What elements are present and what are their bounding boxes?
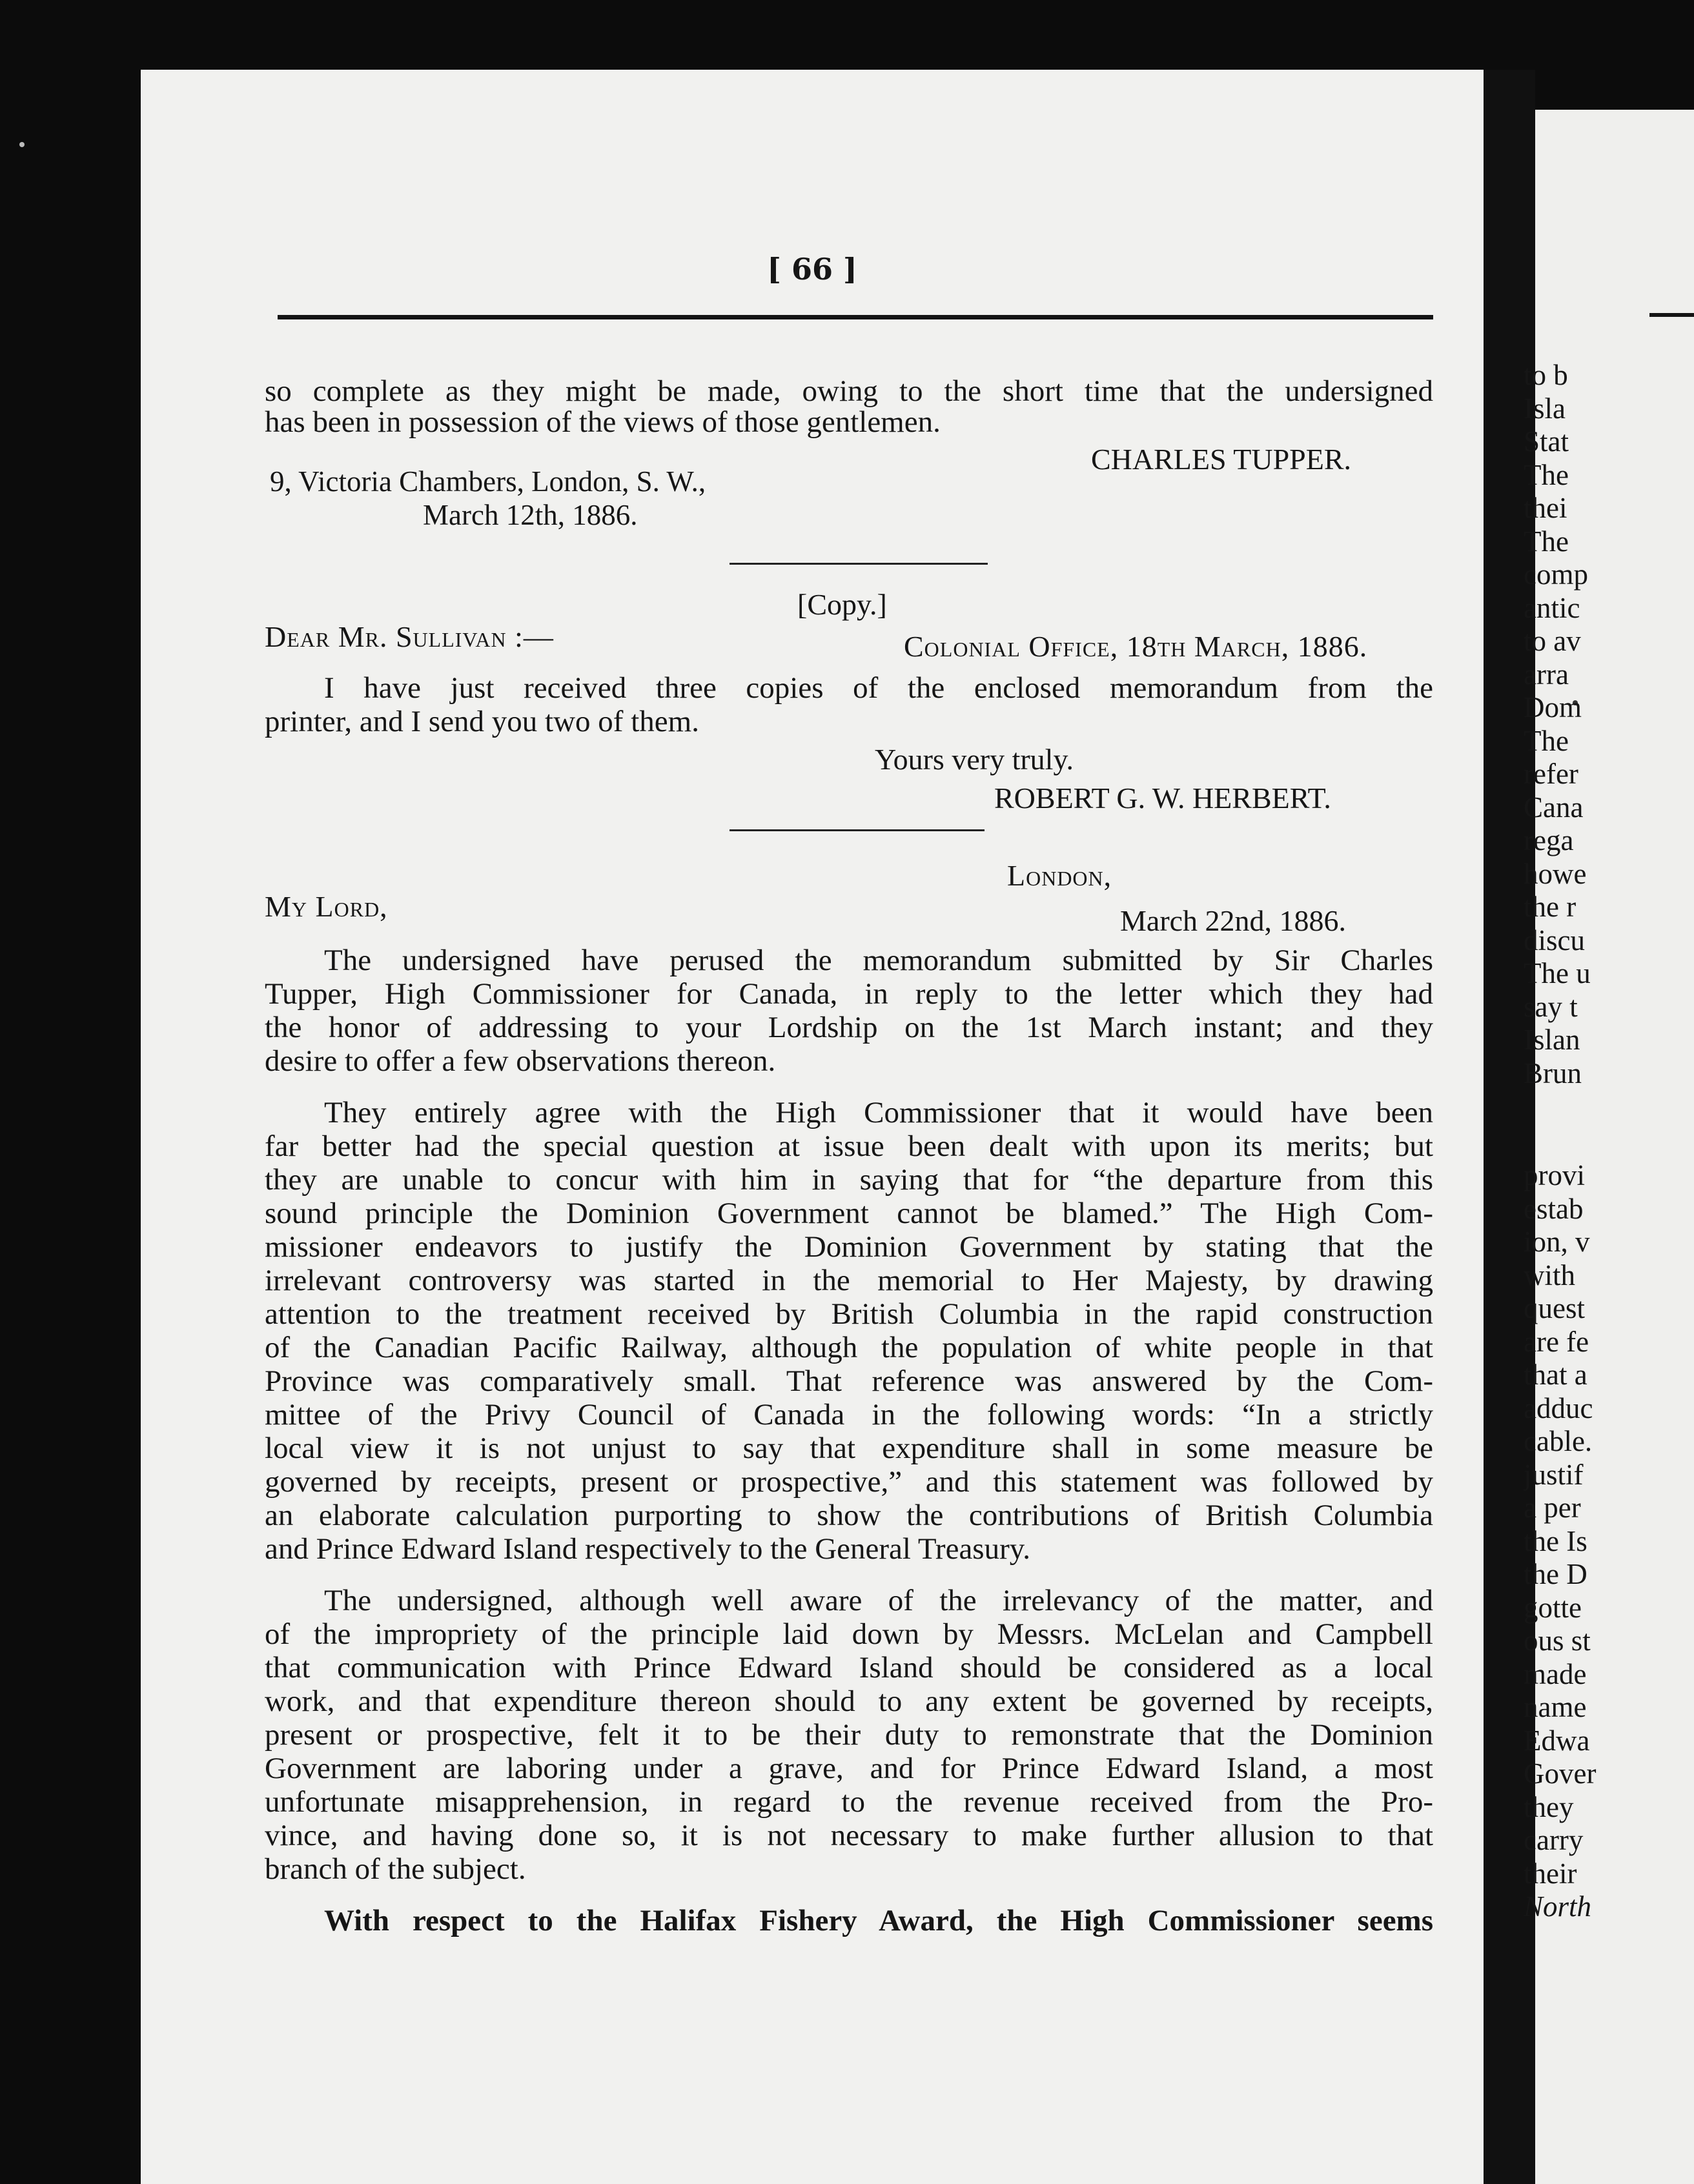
facing-line: refer (1524, 758, 1578, 790)
facing-line: adduc (1524, 1391, 1593, 1424)
header-rule (278, 315, 1433, 319)
opening-line: has been in possession of the views of those gentlemen. (265, 405, 941, 439)
facing-line: to b (1524, 359, 1568, 391)
facing-line: quest (1524, 1292, 1585, 1324)
para1-line: Tupper, High Commissioner for Canada, in reply to the letter which they had (265, 977, 1433, 1011)
facing-line: ion, v (1524, 1226, 1590, 1258)
para2-line: irrelevant controversy was started in the memorial to Her Majesty, by drawing (265, 1264, 1433, 1297)
facing-line: gotte (1524, 1591, 1582, 1624)
facing-line: The u (1524, 957, 1591, 989)
facing-line: the r (1524, 891, 1577, 923)
facing-line: Stat (1524, 425, 1569, 458)
signature-tupper: CHARLES TUPPER. (1091, 443, 1352, 476)
facing-line: rega (1524, 824, 1574, 856)
facing-line: The (1524, 458, 1569, 491)
para3-line: that communication with Prince Edward Island should be considered as a local (265, 1651, 1433, 1684)
para3-line: branch of the subject. (265, 1852, 526, 1886)
facing-line: estab (1524, 1192, 1584, 1225)
address-date: March 12th, 1886. (423, 499, 638, 531)
colonial-office-dateline: Colonial Office, 18th March, 1886. (904, 630, 1368, 663)
salutation-sullivan: Dear Mr. Sullivan :— (265, 620, 554, 653)
facing-line: a per (1524, 1491, 1581, 1524)
facing-line: that a (1524, 1359, 1587, 1391)
facing-line: The (1524, 525, 1569, 558)
para2-line: an elaborate calculation purporting to show the contributions of British Columbia (265, 1499, 1433, 1532)
address-line: 9, Victoria Chambers, London, S. W., (270, 465, 706, 498)
para3-line: of the impropriety of the principle laid down by Messrs. McLelan and Campbell (265, 1617, 1433, 1651)
para2-line: They entirely agree with the High Commissioner that it would have been (324, 1096, 1433, 1129)
facing-line: ous st (1524, 1624, 1591, 1657)
opening-line: so complete as they might be made, owing to the short time that the undersigned (265, 374, 1433, 408)
para2-line: they are unable to concur with him in saying that for “the departure from this (265, 1163, 1433, 1197)
facing-line: discu (1524, 924, 1585, 956)
facing-header-rule (1649, 313, 1694, 317)
page-number: [ 66 ] (767, 252, 857, 287)
facing-line: their (1524, 1857, 1577, 1890)
para3-line: Government are laboring under a grave, and for Prince Edward Island, a most (265, 1752, 1433, 1785)
facing-line: howe (1524, 857, 1587, 890)
facing-line: they (1524, 1790, 1574, 1823)
facing-line: to av (1524, 625, 1581, 657)
para3-line: unfortunate misapprehension, in regard to the revenue received from the Pro- (265, 1785, 1433, 1819)
para3-line: present or prospective, felt it to be their duty to remonstrate that the Dominion (265, 1718, 1433, 1752)
facing-line: arra (1524, 658, 1569, 691)
para1-line: desire to offer a few observations thereon. (265, 1044, 776, 1078)
para2-line: attention to the treatment received by British Columbia in the rapid construction (265, 1297, 1433, 1331)
memorial-date: March 22nd, 1886. (1120, 904, 1347, 937)
copy-heading: [Copy.] (797, 588, 887, 621)
facing-line: comp (1524, 558, 1588, 591)
para4-line: With respect to the Halifax Fishery Award, the High Commissioner seems (324, 1904, 1433, 1937)
signature-herbert: ROBERT G. W. HERBERT. (994, 782, 1331, 814)
facing-line: Edwa (1524, 1724, 1590, 1757)
facing-line: The (1524, 724, 1569, 757)
facing-line: name (1524, 1691, 1587, 1723)
section-rule (730, 829, 985, 831)
facing-line: cable. (1524, 1425, 1593, 1457)
para2-line: governed by receipts, present or prospective,” and this statement was followed by (265, 1465, 1433, 1499)
memorial-place: London, (1007, 859, 1112, 892)
salutation-my-lord: My Lord, (265, 890, 388, 923)
facing-line: justif (1524, 1458, 1584, 1491)
para2-line: sound principle the Dominion Government cannot be blamed.” The High Com- (265, 1197, 1433, 1230)
facing-line: Gover (1524, 1757, 1597, 1790)
facing-line: thei (1524, 492, 1567, 524)
para2-line: of the Canadian Pacific Railway, although the population of white people in that (265, 1331, 1433, 1364)
facing-line: Islan (1524, 1024, 1580, 1056)
closing: Yours very truly. (875, 743, 1074, 776)
facing-line: provi (1524, 1159, 1585, 1191)
para2-line: local view it is not unjust to say that expenditure shall in some measure be (265, 1431, 1433, 1465)
para2-line: mittee of the Privy Council of Canada in the following words: “In a strictly (265, 1398, 1433, 1431)
para1-line: the honor of addressing to your Lordship on the 1st March instant; and they (265, 1011, 1433, 1044)
facing-line: the D (1524, 1558, 1587, 1590)
para2-line: Province was comparatively small. That reference was answered by the Com- (265, 1364, 1433, 1398)
facing-line: with (1524, 1259, 1576, 1291)
facing-line: made (1524, 1657, 1587, 1690)
facing-line: the Is (1524, 1524, 1587, 1557)
facing-line: Isla (1524, 392, 1566, 425)
facing-line: North (1524, 1890, 1592, 1923)
para3-line: The undersigned, although well aware of the irrelevancy of the matter, and (324, 1584, 1433, 1617)
facing-line: Dom (1524, 691, 1582, 723)
para3-line: vince, and having done so, it is not necessary to make further allusion to that (265, 1819, 1433, 1852)
facing-line: are fe (1524, 1325, 1589, 1358)
para2-line: and Prince Edward Island respectively to the General Treasury. (265, 1532, 1030, 1566)
copy-body-line: printer, and I send you two of them. (265, 705, 699, 738)
facing-line: Brun (1524, 1057, 1582, 1089)
para1-line: The undersigned have perused the memorandum submitted by Sir Charles (324, 944, 1433, 977)
facing-line: say t (1524, 990, 1578, 1023)
copy-body-line: I have just received three copies of the enclosed memorandum from the (324, 671, 1433, 705)
para2-line: missioner endeavors to justify the Dominion Government by stating that the (265, 1230, 1433, 1264)
section-rule (730, 563, 988, 565)
facing-line: antic (1524, 591, 1580, 624)
facing-line: Cana (1524, 791, 1584, 824)
scan-speck (19, 142, 25, 147)
facing-line: carry (1524, 1824, 1584, 1856)
para2-line: far better had the special question at issue been dealt with upon its merits; but (265, 1129, 1433, 1163)
para3-line: work, and that expenditure thereon should to any extent be governed by receipts, (265, 1684, 1433, 1718)
